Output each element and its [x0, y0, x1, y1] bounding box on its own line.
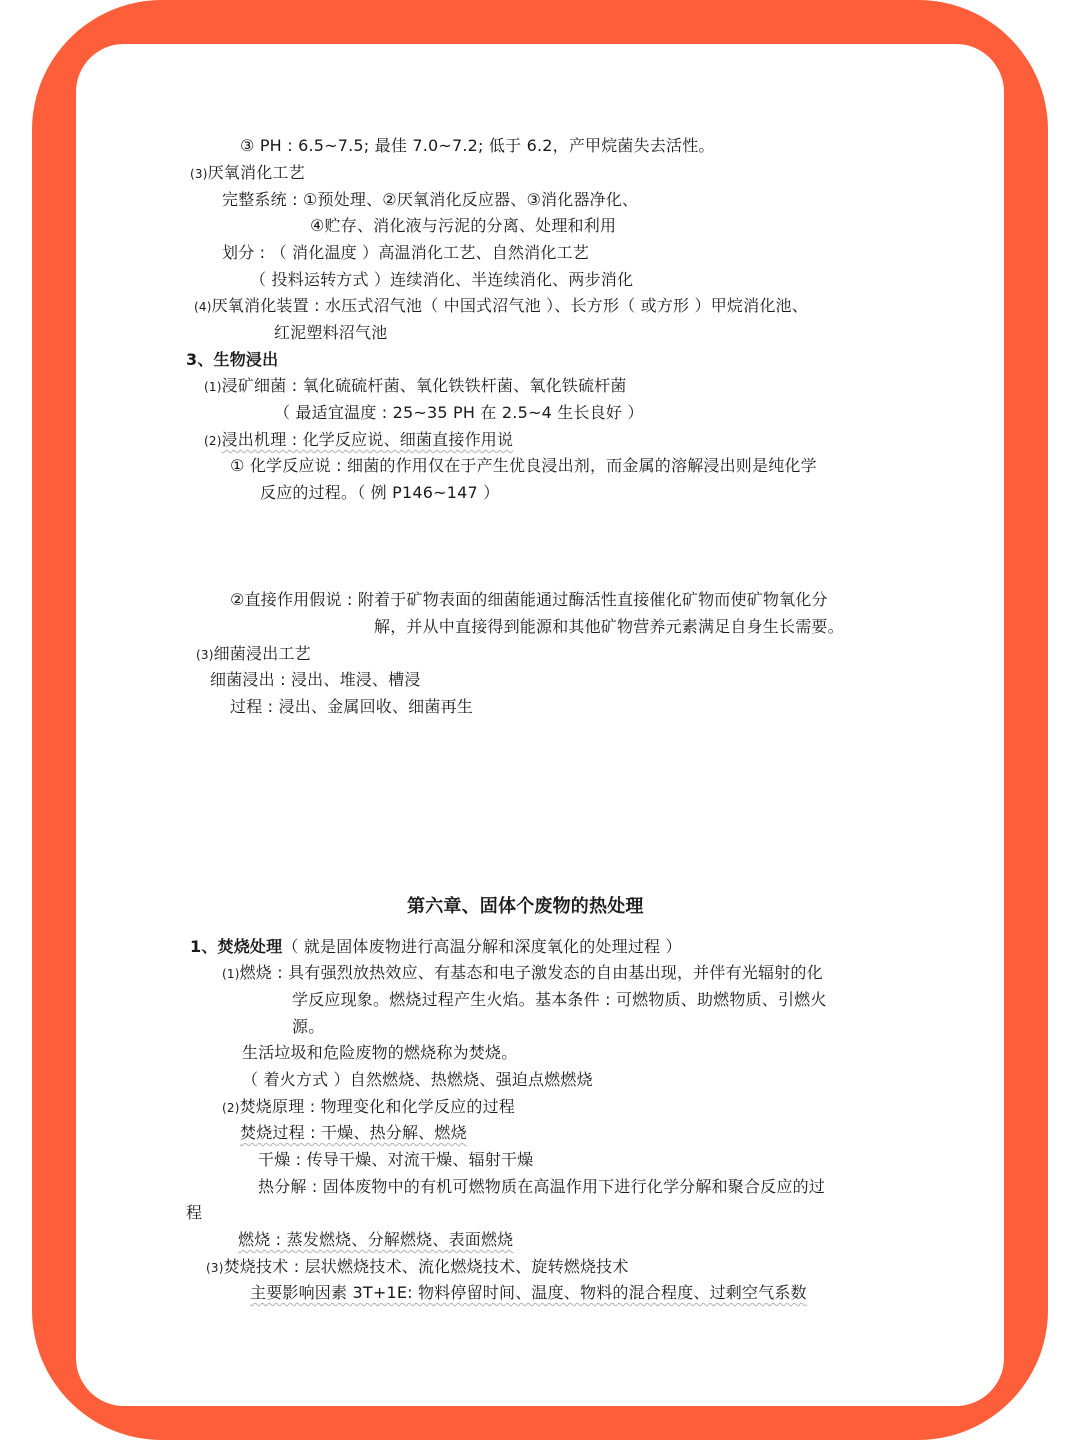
- incineration-label: 1、焚烧处理: [190, 937, 283, 956]
- bacterial-leaching-steps: 过程 : 浸出、金属回收、细菌再生: [230, 697, 473, 716]
- chemical-theory-line-2: 反应的过程。（ 例 P146~147 ）: [260, 483, 500, 502]
- combustion-types: 燃烧 : 蒸发燃烧、分解燃烧、表面燃烧: [238, 1230, 514, 1249]
- incineration-definition: （ 就是固体废物进行高温分解和深度氧化的处理过程 ）: [282, 937, 682, 956]
- drying-types: 干燥 : 传导干燥、对流干燥、辐射干燥: [258, 1150, 534, 1169]
- section-anaerobic-process: [190, 162, 305, 185]
- leaching-mechanism: [204, 429, 513, 452]
- combustion-line-3: 源。: [292, 1017, 325, 1036]
- incineration-note: 生活垃圾和危险废物的燃烧称为焚烧。: [242, 1043, 518, 1062]
- section-label: 厌氧消化工艺: [207, 163, 305, 182]
- chapter-title: 第六章、固体个废物的热处理: [407, 896, 644, 917]
- section-number: (4): [194, 300, 212, 314]
- section-number: (2): [222, 1101, 240, 1115]
- section-number: (3): [196, 648, 214, 662]
- combustion-line-2: 学反应现象。燃烧过程产生火焰。基本条件 : 可燃物质、助燃物质、引燃火: [292, 990, 827, 1009]
- division-line-1: 划分 : （ 消化温度 ）高温消化工艺、自然消化工艺: [222, 243, 589, 262]
- section-number: (1): [204, 380, 222, 394]
- device-line-2: 红泥塑料沼气池: [274, 323, 388, 342]
- pyrolysis-line-1: 热分解 : 固体废物中的有机可燃物质在高温作用下进行化学分解和聚合反应的过: [258, 1177, 825, 1196]
- bacterial-leaching-types: 细菌浸出 : 浸出、堆浸、槽浸: [210, 670, 421, 689]
- complete-system-line-1: 完整系统 : ①预处理、②厌氧消化反应器、③消化器净化、: [222, 190, 639, 209]
- main-influencing-factors: 主要影响因素 3T+1E: 物料停留时间、温度、物料的混合程度、过剩空气系数: [250, 1283, 807, 1302]
- bacterial-leaching-process: [196, 643, 311, 666]
- section-label: 焚烧技术 : 层状燃烧技术、流化燃烧技术、旋转燃烧技术: [223, 1257, 629, 1276]
- section-number: (2): [204, 434, 222, 448]
- incineration-stages: 焚烧过程 : 干燥、热分解、燃烧: [240, 1123, 467, 1142]
- incineration-technology: [206, 1256, 629, 1279]
- section-number: (3): [190, 167, 208, 181]
- chemical-theory-line-1: ① 化学反应说 : 细菌的作用仅在于产生优良浸出剂，而金属的溶解浸出则是纯化学: [230, 456, 817, 475]
- section-label: 细菌浸出工艺: [213, 644, 311, 663]
- section-number: (3): [206, 1261, 224, 1275]
- pyrolysis-line-2: 程: [186, 1203, 203, 1222]
- incineration-principle: [222, 1096, 515, 1119]
- section-label: 焚烧原理 : 物理变化和化学反应的过程: [239, 1097, 515, 1116]
- section-number: (1): [222, 967, 240, 981]
- division-line-2: （ 投料运转方式 ）连续消化、半连续消化、两步消化: [250, 270, 634, 289]
- leaching-bacteria-conditions: （ 最适宜温度 : 25~35 PH 在 2.5~4 生长良好 ）: [274, 403, 644, 422]
- section-anaerobic-device: [194, 295, 808, 318]
- direct-action-line-2: 解，并从中直接得到能源和其他矿物营养元素满足自身生长需要。: [374, 617, 844, 636]
- incineration-heading: [190, 936, 682, 958]
- heading-bioleaching: 3、生物浸出: [186, 350, 279, 369]
- section-label: 浸出机理 : 化学反应说、细菌直接作用说: [221, 430, 514, 449]
- section-label: 厌氧消化装置 : 水压式沼气池（ 中国式沼气池 ）、长方形（ 或方形 ）甲烷消化池、: [211, 296, 808, 315]
- complete-system-line-2: ④贮存、消化液与污泥的分离、处理和利用: [310, 216, 617, 235]
- combustion-line-1: [222, 962, 823, 985]
- section-label: 浸矿细菌 : 氧化硫硫杆菌、氧化铁铁杆菌、氧化铁硫杆菌: [221, 376, 627, 395]
- ph-line: ③ PH : 6.5~7.5; 最佳 7.0~7.2; 低于 6.2，产甲烷菌失去活性。: [240, 136, 715, 155]
- direct-action-line-1: ②直接作用假说 : 附着于矿物表面的细菌能通过酶活性直接催化矿物而使矿物氧化分: [230, 590, 828, 609]
- ignition-modes: （ 着火方式 ）自然燃烧、热燃烧、强迫点燃燃烧: [242, 1070, 593, 1089]
- leaching-bacteria: [204, 375, 627, 398]
- section-label: 燃烧 : 具有强烈放热效应、有基态和电子激发态的自由基出现，并伴有光辐射的化: [239, 963, 823, 982]
